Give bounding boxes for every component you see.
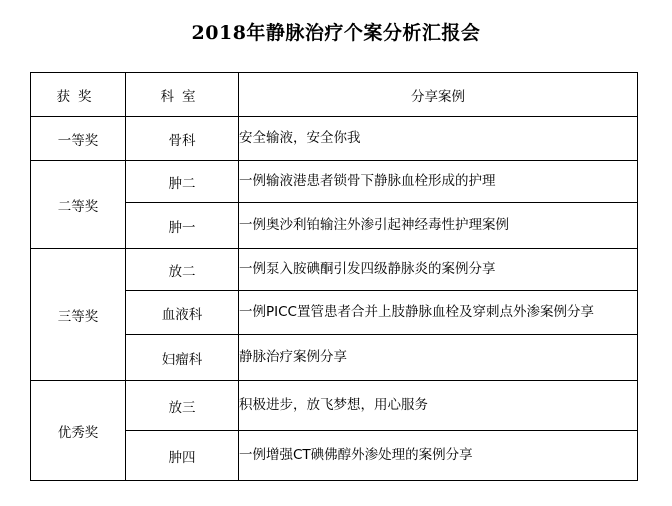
case-cell: 一例泵入胺碘酮引发四级静脉炎的案例分享 xyxy=(239,249,638,291)
dept-cell: 骨科 xyxy=(126,117,239,161)
dept-cell: 肿一 xyxy=(126,203,239,249)
case-cell: 积极进步，放飞梦想，用心服务 xyxy=(239,381,638,431)
table-row xyxy=(31,161,638,203)
award-first: 一等奖 xyxy=(31,117,126,161)
table-row xyxy=(31,381,638,431)
awards-table xyxy=(30,72,638,481)
dept-cell: 血液科 xyxy=(126,291,239,335)
header-case: 分享案例 xyxy=(239,73,638,117)
case-cell: 一例奥沙利铂输注外渗引起神经毒性护理案例 xyxy=(239,203,638,249)
table-row xyxy=(31,249,638,291)
page-title: 2018年静脉治疗个案分析汇报会 xyxy=(191,22,481,44)
header-award: 获奖 xyxy=(31,73,126,117)
award-excellence: 优秀奖 xyxy=(31,381,126,481)
dept-cell: 肿四 xyxy=(126,431,239,481)
dept-cell: 肿二 xyxy=(126,161,239,203)
award-third: 三等奖 xyxy=(31,249,126,381)
dept-cell: 放二 xyxy=(126,249,239,291)
case-cell: 一例增强CT碘佛醇外渗处理的案例分享 xyxy=(239,431,638,481)
header-row xyxy=(31,73,638,117)
case-cell: 一例输液港患者锁骨下静脉血栓形成的护理 xyxy=(239,161,638,203)
award-second: 二等奖 xyxy=(31,161,126,249)
header-dept: 科室 xyxy=(126,73,239,117)
table-row xyxy=(31,117,638,161)
dept-cell: 放三 xyxy=(126,381,239,431)
case-cell: 静脉治疗案例分享 xyxy=(239,335,638,381)
dept-cell: 妇瘤科 xyxy=(126,335,239,381)
case-cell: 一例PICC置管患者合并上肢静脉血栓及穿刺点外渗案例分享 xyxy=(239,291,638,335)
case-cell: 安全输液，安全你我 xyxy=(239,117,638,161)
